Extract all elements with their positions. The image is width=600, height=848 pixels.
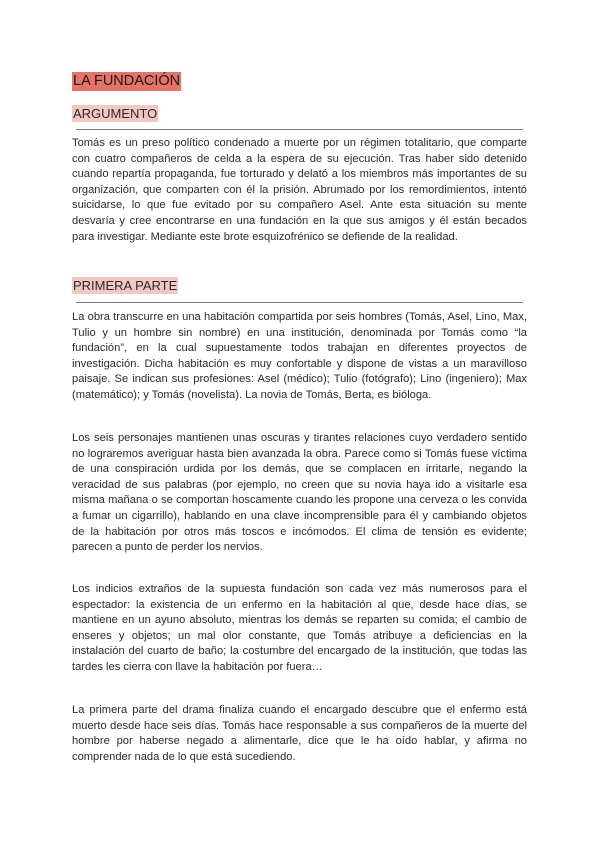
paragraph-primera-parte-3: Los indicios extraños de la supuesta fundación son cada vez más numerosos para el espectador: la existencia de un enfermo en la habitación al que, desde hace días, se mantiene en un ayuno absoluto, mientras los demás se reparten su comida; el cambio de enseres y objetos; un mal olor constante, que Tomás atribuye a deficiencias en la instalación del cuarto de baño; la costumbre del encargado de la institución, que todas las tardes les cierra con llave la habitación por fuera…	[72, 583, 527, 673]
section-heading-argumento: ARGUMENTO	[73, 106, 158, 121]
paragraph-argumento: Tomás es un preso político condenado a muerte por un régimen totalitario, que comparte con cuatro compañeros de celda a la espera de su ejecución. Tras haber sido detenido cuando repartía propaganda, fue torturado y delató a los miembros más importantes de su organización, que comparten con él la prisión. Abrumado por los remordimientos, intentó suicidarse, lo que fue evitado por su compañero Asel. Ante esta situación su mente desvaría y cree encontrarse en una fundación en la que sus amigos y él están becados para investigar. Mediante este brote esquizofrénico se defiende de la realidad.	[72, 137, 527, 243]
section-heading-primera-parte: PRIMERA PARTE	[73, 278, 178, 293]
document-title: LA FUNDACIÓN	[73, 73, 181, 89]
section-divider	[76, 302, 523, 303]
paragraph-primera-parte-2: Los seis personajes mantienen unas oscuras y tirantes relaciones cuyo verdadero sentido no lograremos averiguar hasta bien avanzada la obra. Parece como si Tomás fuese víctima de una conspiración urdida por los demás, que se complacen en irritarle, negando la veracidad de sus palabras (por ejemplo, no creen que su novia haya ido a visitarle esa misma mañana o se comportan hoscamente cuando les propone una cerveza o les convida a fumar un cigarrillo), hablando en una clave incomprensible para él y cambiando objetos de la habitación por otros más toscos e incómodos. El clima de tensión es evidente; parecen a punto de perder los nervios.	[72, 432, 527, 554]
paragraph-primera-parte-4: La primera parte del drama finaliza cuando el encargado descubre que el enfermo está muerto desde hace seis días. Tomás hace responsable a sus compañeros de la muerte del hombre por haberse negado a alimentarle, dice que le ha oído hablar, y afirma no comprender nada de lo que está sucediendo.	[72, 704, 527, 763]
section-divider	[76, 129, 523, 130]
paragraph-primera-parte-1: La obra transcurre en una habitación compartida por seis hombres (Tomás, Asel, Lino, Max, Tulio y un hombre sin nombre) en una institución, denominada por Tomás como “la fundación”, en la cual supuestamente todos trabajan en diferentes proyectos de investigación. Dicha habitación es muy confortable y dispone de vistas a un maravilloso paisaje. Se indican sus profesiones: Asel (médico); Tulio (fotógrafo); Lino (ingeniero); Max (matemático); y Tomás (novelista). La novia de Tomás, Berta, es bióloga.	[72, 311, 527, 401]
